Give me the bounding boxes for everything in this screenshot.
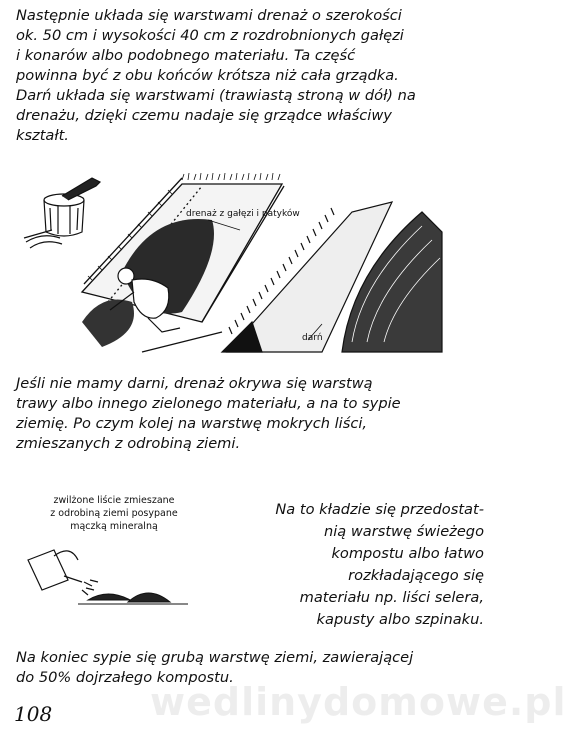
text-line: drenażu, dzięki czemu nadaje się grządce właściwy [16,107,392,124]
text-line: Następnie układa się warstwami drenaż o szerokości [16,7,402,24]
text-line: Jeśli nie mamy darni, drenaż okrywa się warstwą [16,375,373,392]
text-line: Na koniec sypie się grubą warstwę ziemi, zawierającej [16,649,414,666]
text-line: ziemię. Po czym kolej na warstwę mokrych liści, [16,415,368,432]
text-line: materiału np. liści selera, [299,589,484,606]
text-line: ok. 50 cm i wysokości 40 cm z rozdrobnionych gałęzi [16,27,404,44]
paragraph-3 [196,499,484,631]
caption-line: z odrobiną ziemi posypane [50,508,178,519]
figure-caption [26,494,202,533]
text-line: Darń układa się warstwami (trawiastą stroną w dół) na [16,87,416,104]
text-line: nią warstwę świeżego [323,523,484,540]
drain-label: drenaż z gałęzi i patyków [186,209,300,219]
watering-can-icon [28,550,98,595]
text-line: kształt. [16,127,69,144]
turf-label: darń [302,333,323,343]
watermark: wedlinydomowe.pl [150,680,567,724]
garden-bed-illustration [22,172,442,352]
text-line: kompostu albo łatwo [331,545,484,562]
caption-line: zwilżone liście zmieszane [53,495,175,506]
watering-illustration [18,540,198,620]
text-line: powinna być z obu końców krótsza niż cała grządka. [16,67,399,84]
paragraph-4 [16,648,484,688]
text-line: do 50% dojrzałego kompostu. [16,669,234,686]
paragraph-1 [16,6,484,146]
page-number: 108 [14,702,53,726]
text-line: Na to kładzie się przedostat- [275,501,484,518]
caption-line: mączką mineralną [70,521,158,532]
text-line: trawy albo innego zielonego materiału, a na to sypie [16,395,401,412]
text-line: zmieszanych z odrobiną ziemi. [16,435,241,452]
text-line: rozkładającego się [348,567,484,584]
soil-mounds [78,593,188,604]
tree-stump-icon [24,178,100,248]
paragraph-2 [16,374,484,454]
text-line: i konarów albo podobnego materiału. Ta część [16,47,356,64]
text-line: kapusty albo szpinaku. [316,611,484,628]
